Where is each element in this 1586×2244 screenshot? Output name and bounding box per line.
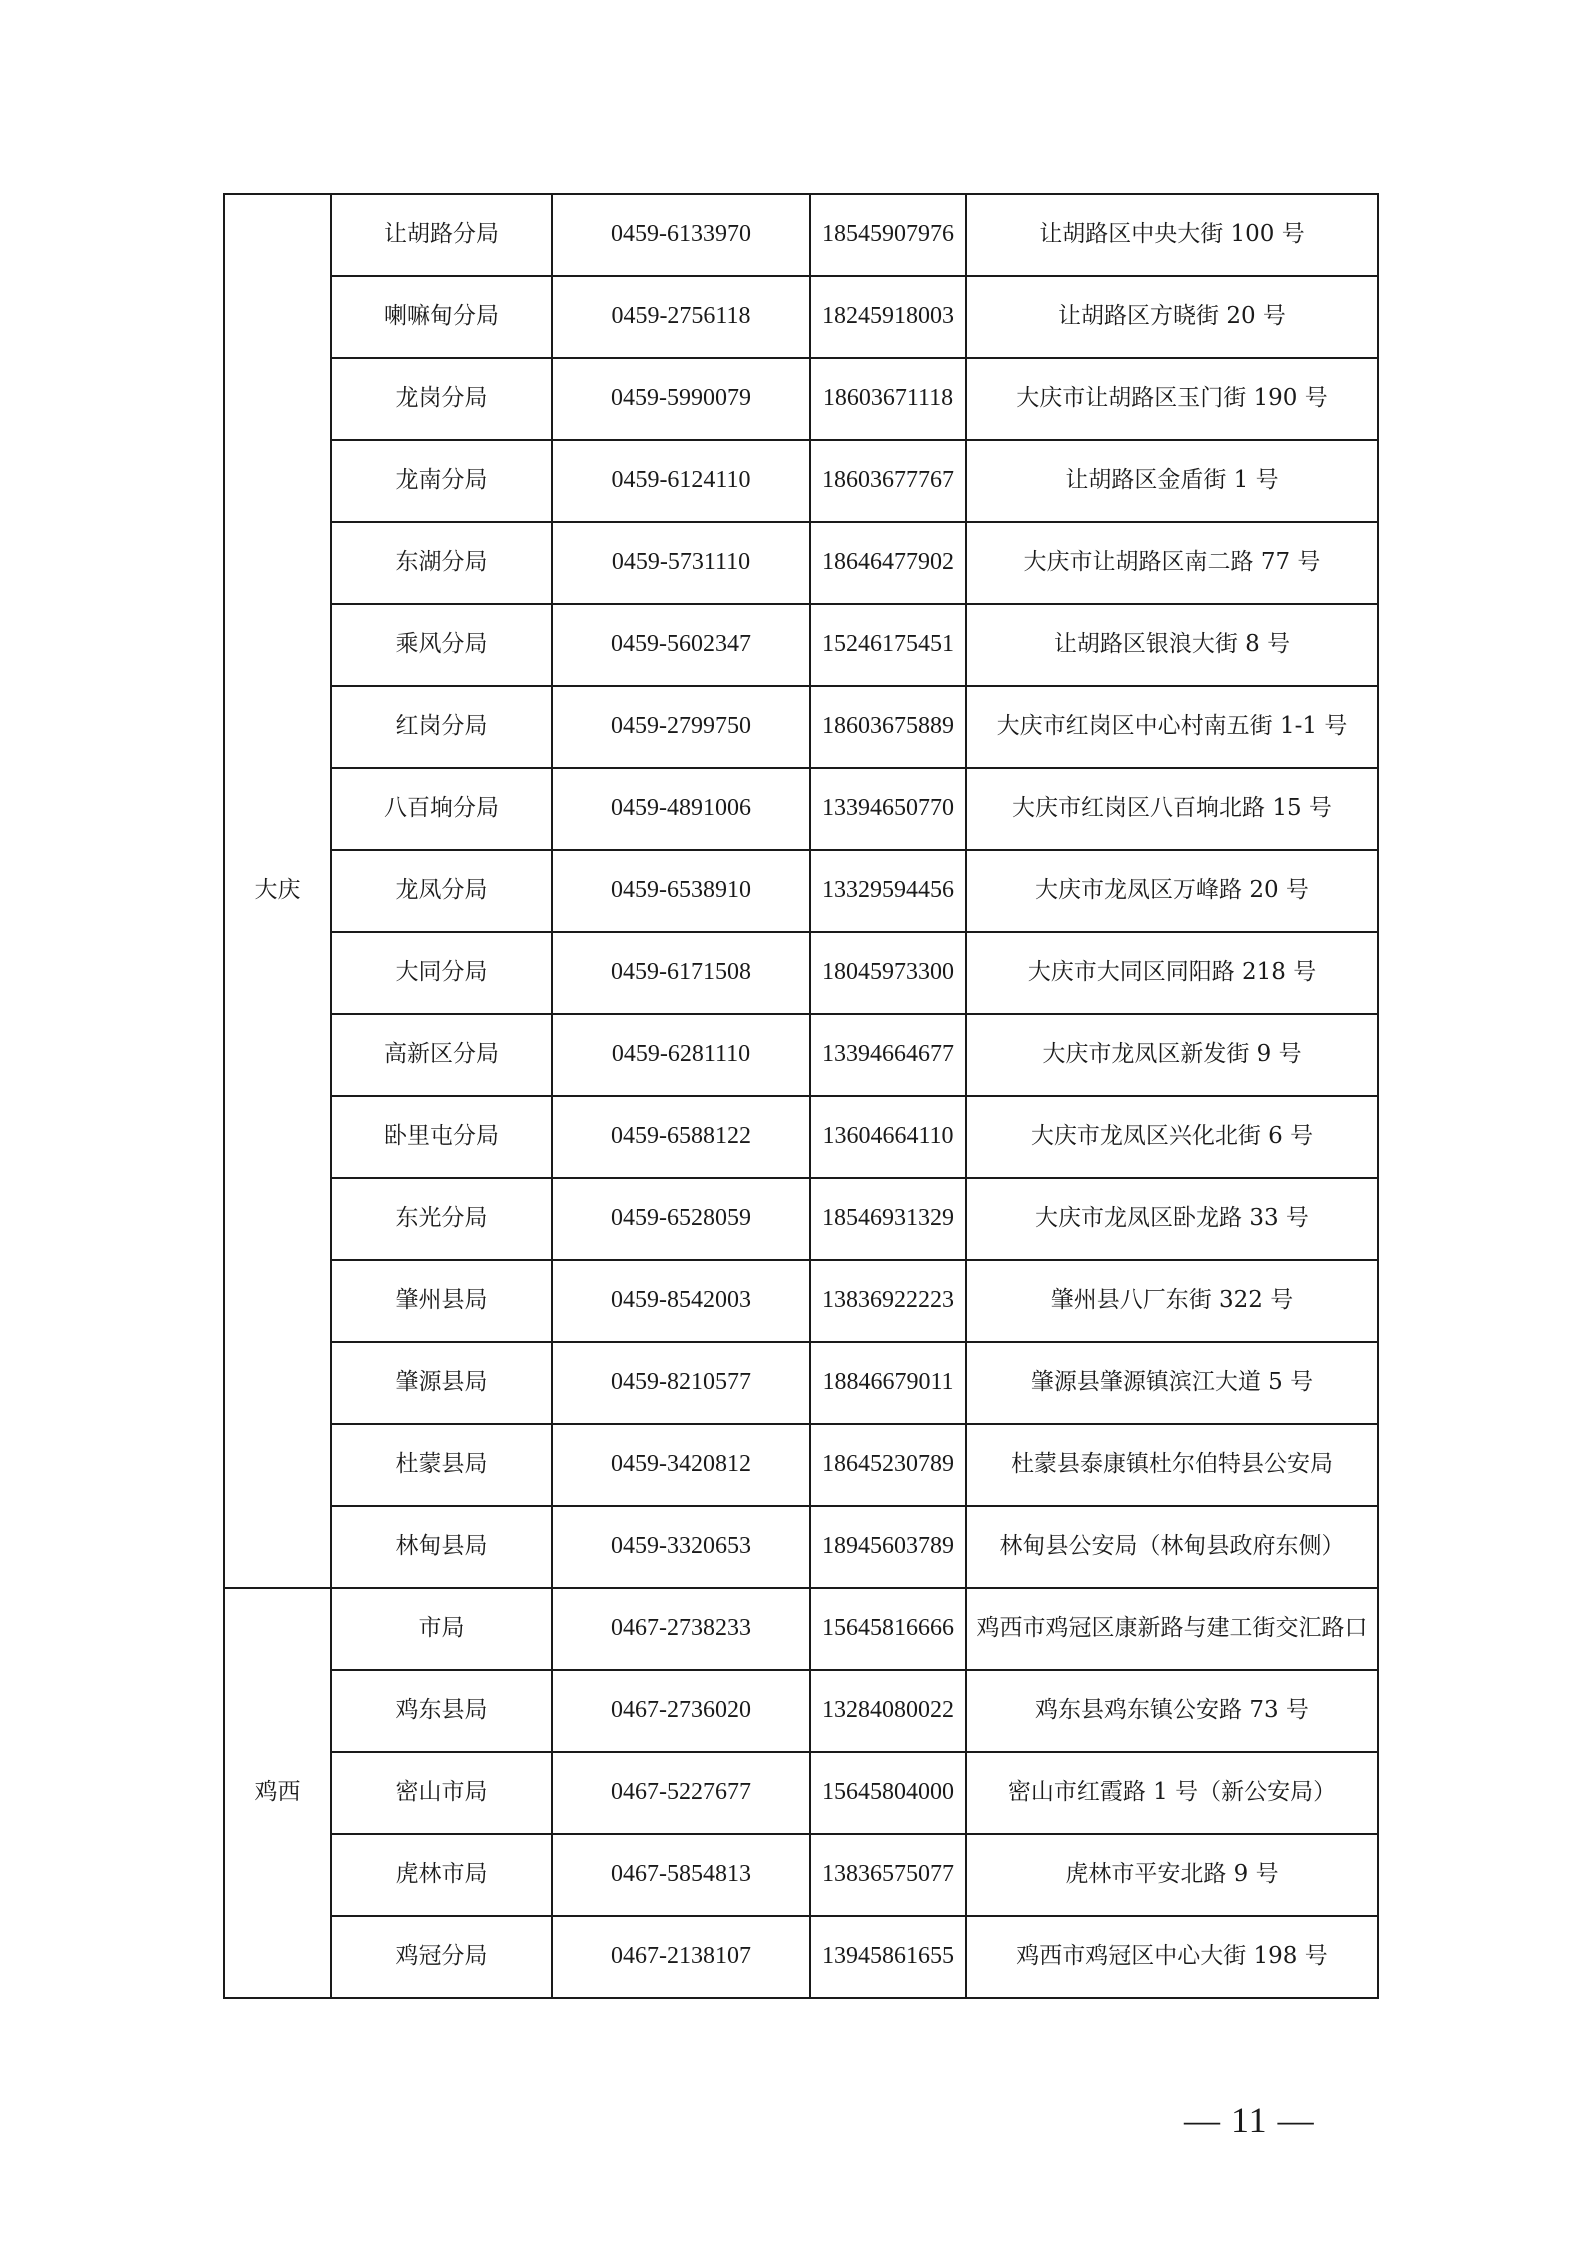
- address-cell: 大庆市龙凤区万峰路 20 号: [966, 850, 1378, 932]
- table-row: [224, 1588, 1378, 1670]
- unit-name-cell: 鸡东县局: [331, 1670, 552, 1752]
- mobile-cell: 18603671118: [810, 358, 966, 440]
- table-row: [224, 194, 1378, 276]
- unit-name-cell: 大同分局: [331, 932, 552, 1014]
- landline-cell: 0459-6528059: [552, 1178, 810, 1260]
- unit-name-cell: 鸡冠分局: [331, 1916, 552, 1998]
- mobile-cell: 13394650770: [810, 768, 966, 850]
- region-city-cell: 大庆: [224, 194, 331, 1588]
- unit-name-cell: 杜蒙县局: [331, 1424, 552, 1506]
- page-number: — 11 —: [1184, 2100, 1315, 2140]
- contact-table-body: [224, 194, 1378, 1998]
- mobile-cell: 18646477902: [810, 522, 966, 604]
- table-row: [224, 440, 1378, 522]
- table-row: [224, 1506, 1378, 1588]
- landline-cell: 0467-2138107: [552, 1916, 810, 1998]
- unit-name-cell: 喇嘛甸分局: [331, 276, 552, 358]
- landline-cell: 0459-6281110: [552, 1014, 810, 1096]
- mobile-cell: 18546931329: [810, 1178, 966, 1260]
- table-row: [224, 1014, 1378, 1096]
- landline-cell: 0459-8542003: [552, 1260, 810, 1342]
- landline-cell: 0467-2736020: [552, 1670, 810, 1752]
- table-row: [224, 850, 1378, 932]
- landline-cell: 0467-5227677: [552, 1752, 810, 1834]
- mobile-cell: 13836575077: [810, 1834, 966, 1916]
- address-cell: 大庆市红岗区八百垧北路 15 号: [966, 768, 1378, 850]
- mobile-cell: 13604664110: [810, 1096, 966, 1178]
- table-row: [224, 1916, 1378, 1998]
- mobile-cell: 18603677767: [810, 440, 966, 522]
- table-row: [224, 768, 1378, 850]
- unit-name-cell: 东湖分局: [331, 522, 552, 604]
- table-row: [224, 1752, 1378, 1834]
- landline-cell: 0467-5854813: [552, 1834, 810, 1916]
- landline-cell: 0459-5990079: [552, 358, 810, 440]
- unit-name-cell: 龙岗分局: [331, 358, 552, 440]
- address-cell: 大庆市红岗区中心村南五街 1-1 号: [966, 686, 1378, 768]
- landline-cell: 0459-2756118: [552, 276, 810, 358]
- unit-name-cell: 八百垧分局: [331, 768, 552, 850]
- address-cell: 大庆市龙凤区卧龙路 33 号: [966, 1178, 1378, 1260]
- unit-name-cell: 林甸县局: [331, 1506, 552, 1588]
- mobile-cell: 18846679011: [810, 1342, 966, 1424]
- landline-cell: 0459-6124110: [552, 440, 810, 522]
- mobile-cell: 13945861655: [810, 1916, 966, 1998]
- landline-cell: 0459-6538910: [552, 850, 810, 932]
- address-cell: 杜蒙县泰康镇杜尔伯特县公安局: [966, 1424, 1378, 1506]
- address-cell: 肇源县肇源镇滨江大道 5 号: [966, 1342, 1378, 1424]
- address-cell: 密山市红霞路 1 号（新公安局）: [966, 1752, 1378, 1834]
- unit-name-cell: 市局: [331, 1588, 552, 1670]
- mobile-cell: 13394664677: [810, 1014, 966, 1096]
- address-cell: 大庆市让胡路区南二路 77 号: [966, 522, 1378, 604]
- landline-cell: 0459-5602347: [552, 604, 810, 686]
- landline-cell: 0459-6133970: [552, 194, 810, 276]
- table-row: [224, 1260, 1378, 1342]
- unit-name-cell: 虎林市局: [331, 1834, 552, 1916]
- table-row: [224, 1834, 1378, 1916]
- address-cell: 大庆市龙凤区新发街 9 号: [966, 1014, 1378, 1096]
- mobile-cell: 13329594456: [810, 850, 966, 932]
- unit-name-cell: 让胡路分局: [331, 194, 552, 276]
- address-cell: 大庆市龙凤区兴化北街 6 号: [966, 1096, 1378, 1178]
- table-row: [224, 1670, 1378, 1752]
- unit-name-cell: 密山市局: [331, 1752, 552, 1834]
- mobile-cell: 13284080022: [810, 1670, 966, 1752]
- table-row: [224, 604, 1378, 686]
- unit-name-cell: 卧里屯分局: [331, 1096, 552, 1178]
- table-row: [224, 1178, 1378, 1260]
- mobile-cell: 18645230789: [810, 1424, 966, 1506]
- table-row: [224, 686, 1378, 768]
- unit-name-cell: 龙南分局: [331, 440, 552, 522]
- table-row: [224, 1096, 1378, 1178]
- mobile-cell: 15645804000: [810, 1752, 966, 1834]
- landline-cell: 0459-4891006: [552, 768, 810, 850]
- unit-name-cell: 东光分局: [331, 1178, 552, 1260]
- unit-name-cell: 肇源县局: [331, 1342, 552, 1424]
- mobile-cell: 15246175451: [810, 604, 966, 686]
- landline-cell: 0459-6171508: [552, 932, 810, 1014]
- unit-name-cell: 高新区分局: [331, 1014, 552, 1096]
- landline-cell: 0459-3320653: [552, 1506, 810, 1588]
- landline-cell: 0467-2738233: [552, 1588, 810, 1670]
- address-cell: 让胡路区中央大街 100 号: [966, 194, 1378, 276]
- mobile-cell: 18603675889: [810, 686, 966, 768]
- address-cell: 让胡路区方晓街 20 号: [966, 276, 1378, 358]
- region-city-cell: 鸡西: [224, 1588, 331, 1998]
- address-cell: 鸡东县鸡东镇公安路 73 号: [966, 1670, 1378, 1752]
- unit-name-cell: 肇州县局: [331, 1260, 552, 1342]
- address-cell: 鸡西市鸡冠区中心大街 198 号: [966, 1916, 1378, 1998]
- address-cell: 虎林市平安北路 9 号: [966, 1834, 1378, 1916]
- table-row: [224, 276, 1378, 358]
- table-row: [224, 932, 1378, 1014]
- address-cell: 大庆市大同区同阳路 218 号: [966, 932, 1378, 1014]
- landline-cell: 0459-3420812: [552, 1424, 810, 1506]
- table-row: [224, 1424, 1378, 1506]
- unit-name-cell: 乘风分局: [331, 604, 552, 686]
- landline-cell: 0459-6588122: [552, 1096, 810, 1178]
- address-cell: 林甸县公安局（林甸县政府东侧）: [966, 1506, 1378, 1588]
- mobile-cell: 18045973300: [810, 932, 966, 1014]
- address-cell: 让胡路区银浪大街 8 号: [966, 604, 1378, 686]
- landline-cell: 0459-5731110: [552, 522, 810, 604]
- table-row: [224, 1342, 1378, 1424]
- mobile-cell: 18945603789: [810, 1506, 966, 1588]
- mobile-cell: 15645816666: [810, 1588, 966, 1670]
- unit-name-cell: 龙凤分局: [331, 850, 552, 932]
- contact-table: [223, 193, 1379, 1999]
- unit-name-cell: 红岗分局: [331, 686, 552, 768]
- mobile-cell: 18245918003: [810, 276, 966, 358]
- address-cell: 肇州县八厂东街 322 号: [966, 1260, 1378, 1342]
- address-cell: 让胡路区金盾街 1 号: [966, 440, 1378, 522]
- landline-cell: 0459-8210577: [552, 1342, 810, 1424]
- mobile-cell: 13836922223: [810, 1260, 966, 1342]
- mobile-cell: 18545907976: [810, 194, 966, 276]
- address-cell: 鸡西市鸡冠区康新路与建工街交汇路口: [966, 1588, 1378, 1670]
- table-row: [224, 522, 1378, 604]
- landline-cell: 0459-2799750: [552, 686, 810, 768]
- table-row: [224, 358, 1378, 440]
- address-cell: 大庆市让胡路区玉门街 190 号: [966, 358, 1378, 440]
